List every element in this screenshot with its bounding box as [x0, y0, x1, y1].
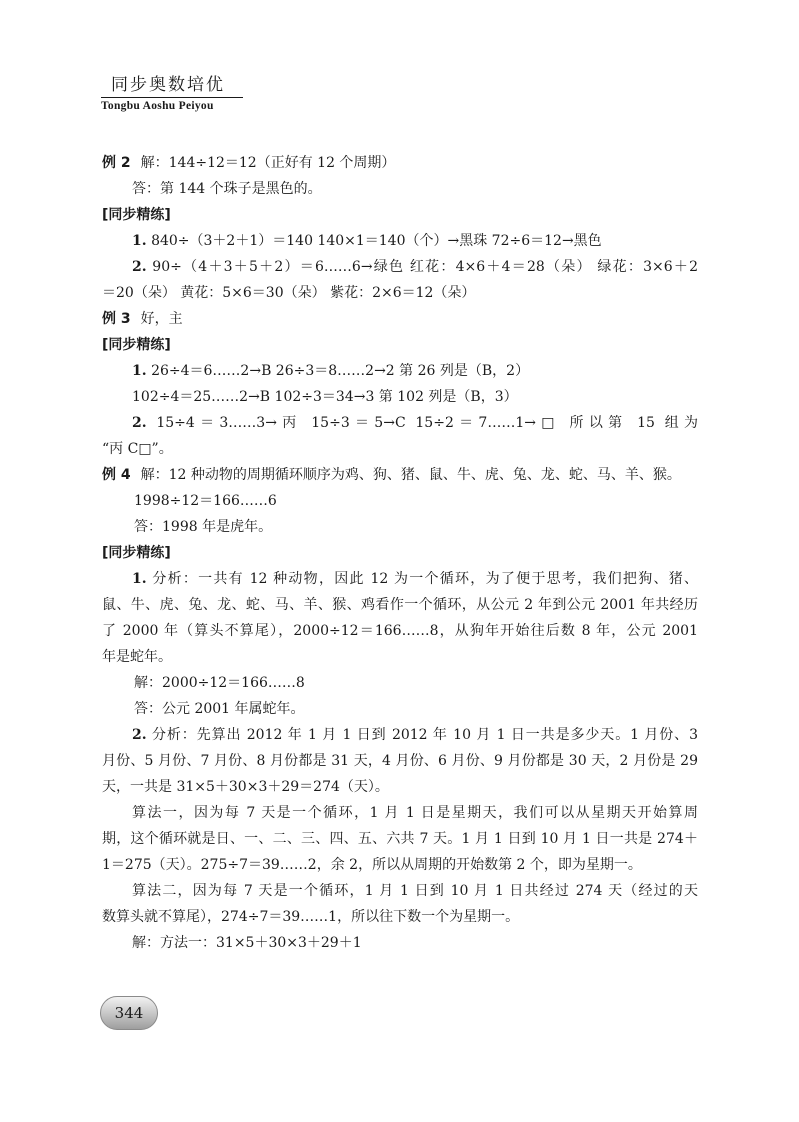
text-line: 例 3 好，主 [102, 311, 183, 327]
text-line: 1. 分析：一共有 12 种动物，因此 12 为一个循环，为了便于思考，我们把狗、猪、 [132, 571, 698, 587]
item-number: 2. [132, 415, 147, 431]
text-line: ＝20（朵） 黄花：5×6＝30（朵） 紫花：2×6＝12（朵） [102, 285, 476, 301]
example-label: 例 3 [102, 311, 131, 327]
text-line: “丙 C□”。 [102, 441, 173, 457]
example-label: 例 4 [102, 467, 131, 483]
item-number: 1. [132, 233, 147, 249]
text-line: 1. 840÷（3＋2＋1）＝140 140×1＝140（个）→黑珠 72÷6＝12→黑色 [132, 233, 602, 249]
text-line: 数算头就不算尾），274÷7＝39……1，所以往下数一个为星期一。 [102, 909, 520, 925]
text-line: 1998÷12＝166……6 [134, 493, 277, 509]
text-line: 2. 15÷4＝3……3→丙 15÷3＝5→C 15÷2＝7……1→□ 所以第 15 组为 [132, 415, 698, 431]
text-line: 解：方法一：31×5＋30×3＋29＋1 [132, 935, 362, 951]
example-label: 例 2 [102, 155, 131, 171]
text-line: 1. 26÷4＝6……2→B 26÷3＝8……2→2 第 26 列是（B，2） [132, 363, 530, 379]
text-line: 算法二，因为每 7 天是一个循环，1 月 1 日到 10 月 1 日共经过 274 天（经过的天 [132, 883, 698, 899]
text-line: 解：2000÷12＝166……8 [134, 675, 305, 691]
item-number: 1. [132, 363, 147, 379]
text-line: 102÷4＝25……2→B 102÷3＝34→3 第 102 列是（B，3） [132, 389, 518, 405]
text-line: 2. 90÷（4＋3＋5＋2）＝6……6→绿色 红花：4×6＋4＝28（朵） 绿花：3×6＋2 [132, 259, 698, 275]
header-subtitle: Tongbu Aoshu Peiyou [101, 100, 214, 112]
text-line: 例 2 解：144÷12＝12（正好有 12 个周期） [102, 155, 396, 171]
text-line: 天，一共是 31×5＋30×3＋29＝274（天）。 [102, 779, 389, 795]
text-line: 2. 分析：先算出 2012 年 1 月 1 日到 2012 年 10 月 1 日一共是多少天。1 月份、3 [132, 727, 698, 743]
header-title: 同步奥数培优 [111, 75, 225, 95]
item-number: 2. [132, 727, 147, 743]
section-heading: [同步精练] [102, 207, 171, 223]
text-line: 例 4 解：12 种动物的周期循环顺序为鸡、狗、猪、鼠、牛、虎、兔、龙、蛇、马、羊、猴。 [102, 467, 681, 483]
text-line: 鼠、牛、虎、兔、龙、蛇、马、羊、猴、鸡看作一个循环，从公元 2 年到公元 2001 年共经历 [102, 597, 698, 613]
item-number: 1. [132, 571, 147, 587]
text-line: 月份、5 月份、7 月份、8 月份都是 31 天，4 月份、6 月份、9 月份都是 30 天，2 月份是 29 [102, 753, 698, 769]
text-line: 期，这个循环就是日、一、二、三、四、五、六共 7 天。1 月 1 日到 10 月 1 日一共是 274＋ [102, 831, 698, 847]
text-line: 年是蛇年。 [102, 649, 172, 665]
section-heading: [同步精练] [102, 545, 171, 561]
answer-content [102, 150, 698, 956]
text-line: 答：公元 2001 年属蛇年。 [134, 701, 305, 717]
text-line: 答：第 144 个珠子是黑色的。 [132, 181, 322, 197]
text-line: 1＝275（天）。275÷7＝39……2，余 2，所以从周期的开始数第 2 个，即为星期一。 [102, 857, 642, 873]
section-heading: [同步精练] [102, 337, 171, 353]
text-line: 了 2000 年（算头不算尾），2000÷12＝166……8，从狗年开始往后数 8 年，公元 2001 [102, 623, 698, 639]
item-number: 2. [132, 259, 147, 275]
running-header [101, 74, 243, 114]
page-number: 344 [100, 996, 158, 1030]
text-line: 算法一，因为每 7 天是一个循环，1 月 1 日是星期天，我们可以从星期天开始算周 [132, 805, 698, 821]
header-rule [101, 97, 243, 98]
text-line: 答：1998 年是虎年。 [134, 519, 273, 535]
